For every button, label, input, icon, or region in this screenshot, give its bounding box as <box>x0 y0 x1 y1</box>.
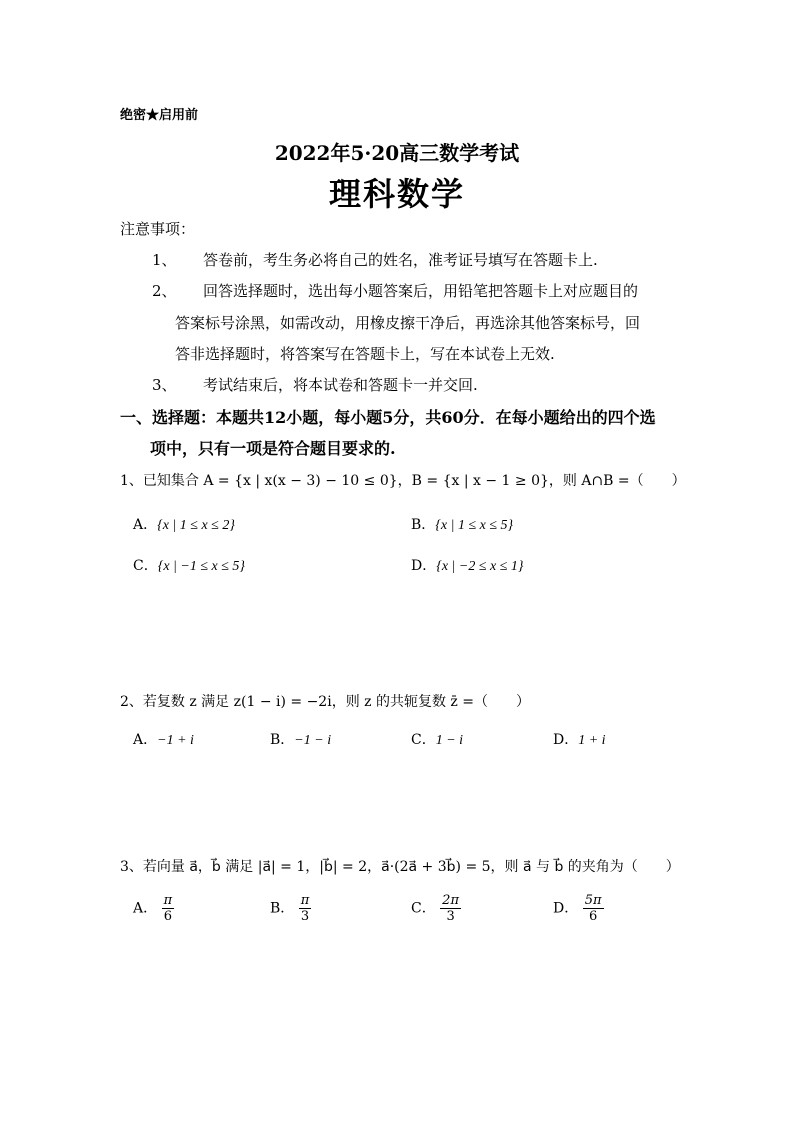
option-label: B． <box>270 900 295 917</box>
question-1-option-b <box>411 514 513 534</box>
notes-heading: 注意事项： <box>120 220 196 238</box>
fraction <box>162 893 175 924</box>
note-number: 1、 <box>152 251 177 269</box>
question-1-option-c <box>133 555 245 575</box>
section-heading-line2: 项中，只有一项是符合题目要求的. <box>150 439 396 458</box>
option-text: 1 + i <box>578 733 606 748</box>
fraction-numerator: π <box>163 893 173 908</box>
question-2-option-b <box>270 729 331 749</box>
option-label: C． <box>411 732 436 748</box>
confidential-label: 绝密★启用前 <box>120 108 199 123</box>
question-3-option-d <box>553 893 604 924</box>
note-number: 3、 <box>152 376 177 394</box>
option-text: {x | 1 ≤ x ≤ 5} <box>435 518 514 533</box>
option-label: A． <box>133 900 158 917</box>
option-label: B． <box>411 517 436 533</box>
option-label: C． <box>133 558 158 574</box>
option-label: D． <box>553 732 579 748</box>
option-label: D． <box>553 900 579 917</box>
option-text: −1 − i <box>294 733 332 748</box>
question-2-stem: 2、若复数 z 满足 z(1 − i) = −2i，则 z 的共轭复数 z̄ =（ ） <box>120 694 530 710</box>
option-label: B． <box>270 732 295 748</box>
option-text: {x | 1 ≤ x ≤ 2} <box>157 518 235 533</box>
subject-title: 理科数学 <box>328 175 465 213</box>
note-text-line1: 回答选择题时，选出每小题答案后，用铅笔把答题卡上对应题目的 <box>203 282 639 300</box>
fraction <box>440 893 461 924</box>
fraction-numerator: 5π <box>584 893 602 908</box>
question-1-option-d <box>411 555 524 575</box>
fraction-denominator: 3 <box>300 909 310 924</box>
question-1-option-a <box>133 514 235 534</box>
fraction <box>299 893 312 924</box>
option-text: {x | −2 ≤ x ≤ 1} <box>436 559 524 574</box>
section-heading-line1: 一、选择题：本题共12小题，每小题5分，共60分．在每小题给出的四个选 <box>120 408 656 427</box>
question-3-option-a <box>133 893 174 924</box>
option-label: A． <box>133 517 158 533</box>
note-text: 答卷前，考生务必将自己的姓名，准考证号填写在答题卡上. <box>203 251 598 269</box>
question-3-option-b <box>270 893 311 924</box>
question-2-option-d <box>553 729 606 749</box>
fraction-numerator: 2π <box>442 893 459 908</box>
option-label: D． <box>411 558 437 574</box>
question-3-stem: 3、若向量 a⃗，b⃗ 满足 |a⃗| = 1，|b⃗| = 2，a⃗·(2a⃗ + 3b⃗) = 5，则 a⃗ 与 b⃗ 的夹角为（ ） <box>120 859 680 875</box>
fraction-numerator: π <box>300 893 310 908</box>
question-1-stem: 1、已知集合 A = {x | x(x − 3) − 10 ≤ 0}，B = {x | x − 1 ≥ 0}，则 A∩B =（ ） <box>120 473 686 489</box>
fraction <box>583 893 604 924</box>
note-text: 考试结束后，将本试卷和答题卡一并交回. <box>203 376 478 394</box>
option-text: {x | −1 ≤ x ≤ 5} <box>157 559 246 574</box>
fraction-denominator: 6 <box>588 909 598 924</box>
fraction-denominator: 3 <box>446 909 455 924</box>
question-3-option-c <box>411 893 461 924</box>
question-2-option-c <box>411 729 463 749</box>
note-text-line2: 答案标号涂黑，如需改动，用橡皮擦干净后，再选涂其他答案标号，回 <box>175 314 641 332</box>
note-number: 2、 <box>152 282 177 300</box>
exam-title: 2022年5·20高三数学考试 <box>274 141 520 165</box>
option-text: −1 + i <box>157 733 194 748</box>
option-label: A． <box>133 732 158 748</box>
note-text-line3: 答非选择题时，将答案写在答题卡上，写在本试卷上无效. <box>175 345 555 363</box>
question-2-option-a <box>133 729 194 749</box>
option-text: 1 − i <box>435 733 464 748</box>
option-label: C． <box>411 900 436 917</box>
fraction-denominator: 6 <box>163 909 172 924</box>
